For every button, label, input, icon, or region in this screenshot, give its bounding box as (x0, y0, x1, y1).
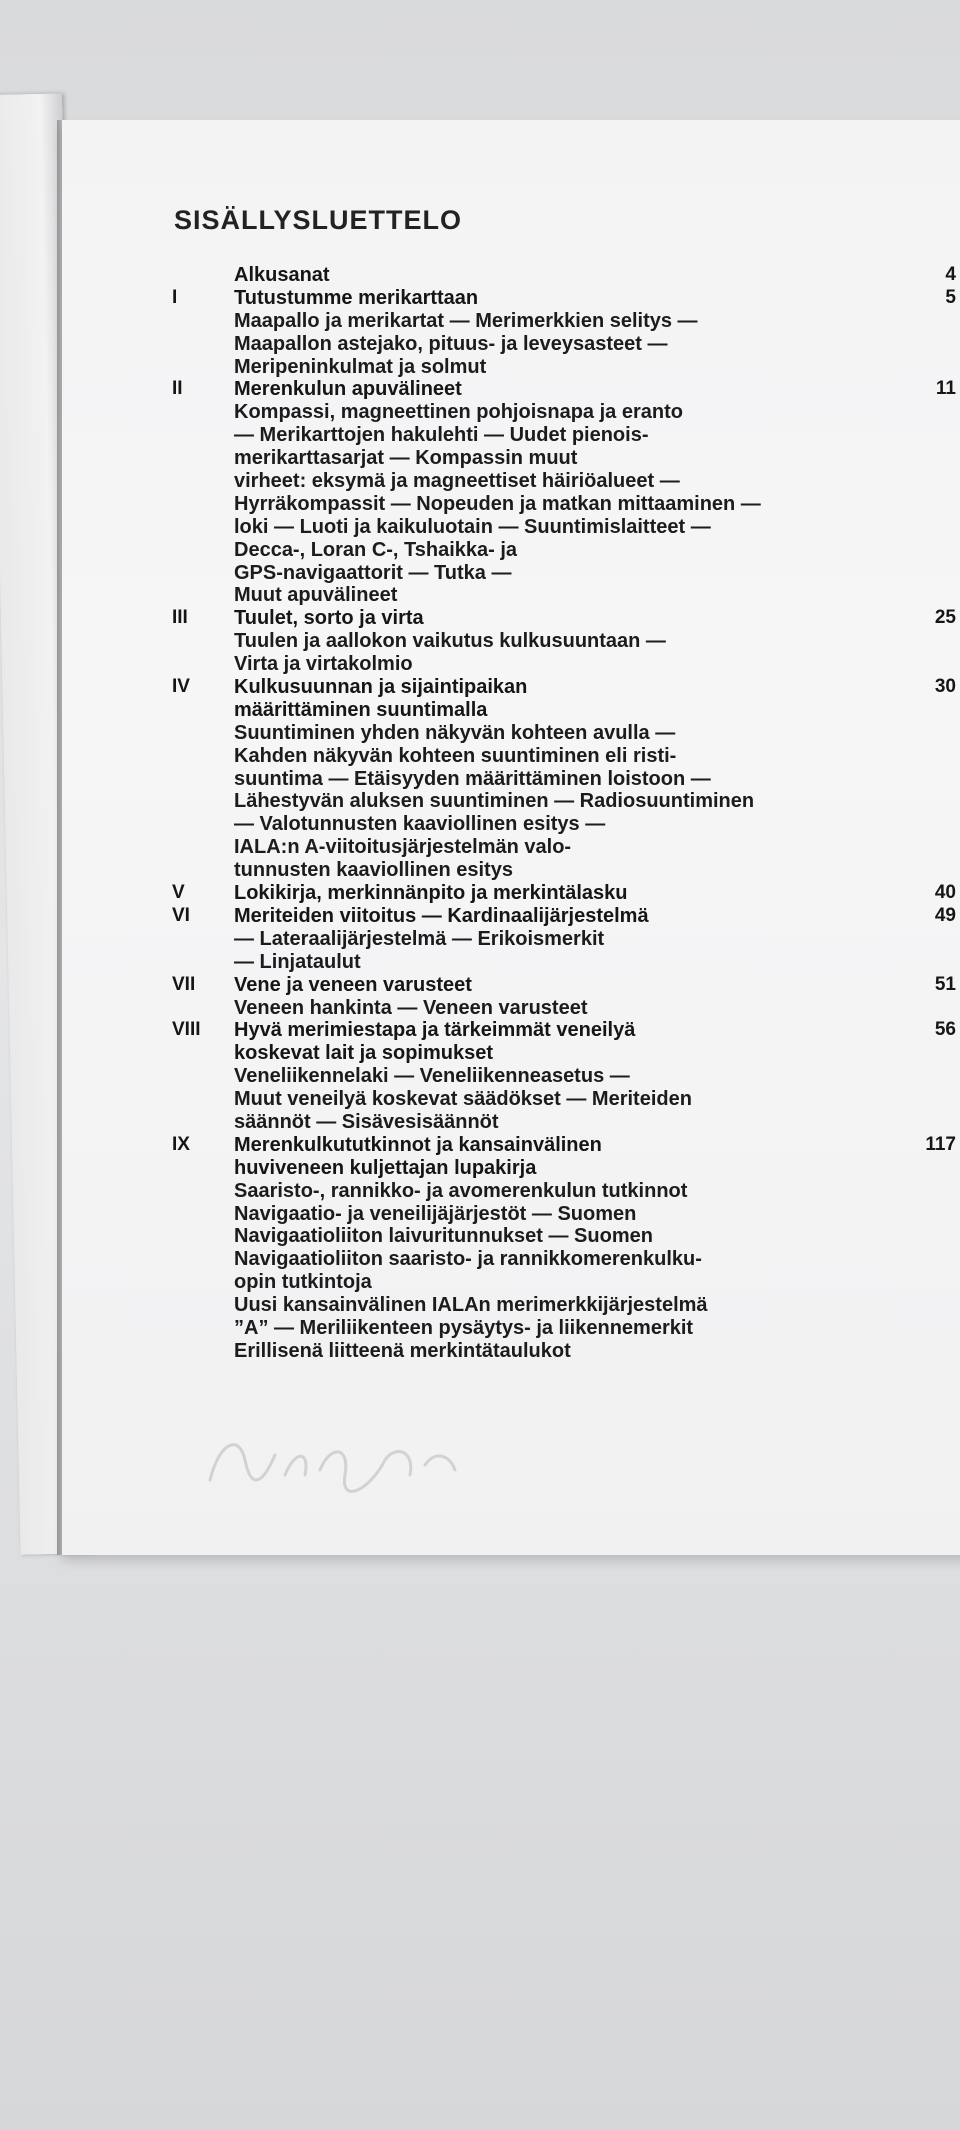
chapter-subtopics: Maapallo ja merikartat — Merimerkkien selitys — (234, 309, 698, 332)
chapter-subtopics: Kahden näkyvän kohteen suuntiminen eli risti- (234, 744, 677, 767)
chapter-numeral: II (172, 378, 183, 400)
toc-line (0, 997, 960, 1020)
page-number: 5 (945, 286, 956, 308)
table-of-contents (0, 264, 960, 1363)
toc-line (0, 768, 960, 791)
toc-line (0, 378, 960, 401)
chapter-subtopics: Tuulen ja aallokon vaikutus kulkusuuntaan — (234, 630, 666, 653)
page-number: 11 (935, 378, 956, 400)
chapter-subtopics: suuntima — Etäisyyden määrittäminen loistoon — (234, 767, 711, 790)
toc-line (0, 584, 960, 607)
chapter-subtopics: Meripeninkulmat ja solmut (234, 355, 487, 378)
chapter-numeral: V (172, 882, 185, 904)
chapter-subtopics: Navigaatioliiton saaristo- ja rannikkomerenkulku- (234, 1248, 702, 1271)
toc-line (0, 882, 960, 905)
toc-line (0, 356, 960, 379)
toc-line (0, 1248, 960, 1271)
chapter-numeral: IV (172, 676, 190, 698)
toc-line (0, 1294, 960, 1317)
toc-line (0, 653, 960, 676)
toc-line (0, 1157, 960, 1180)
chapter-title: Tutustumme merikarttaan (234, 286, 479, 309)
toc-line (0, 447, 960, 470)
toc-line (0, 1203, 960, 1226)
toc-line (0, 836, 960, 859)
chapter-numeral: I (172, 286, 178, 308)
toc-line (0, 287, 960, 310)
chapter-title: Merenkulun apuvälineet (234, 378, 462, 401)
toc-line (0, 1180, 960, 1203)
toc-line (0, 1317, 960, 1340)
chapter-subtopics: GPS-navigaattorit — Tutka — (234, 561, 512, 584)
chapter-numeral: III (172, 607, 188, 629)
chapter-title: Vene ja veneen varusteet (234, 973, 472, 996)
chapter-numeral: VIII (172, 1019, 201, 1041)
toc-entry (0, 1134, 960, 1363)
toc-line (0, 676, 960, 699)
chapter-subtopics: ”A” — Meriliikenteen pysäytys- ja liikennemerkit (234, 1316, 694, 1339)
chapter-title: Hyvä merimiestapa ja tärkeimmät veneilyä (234, 1019, 636, 1042)
chapter-subtopics: Saaristo-, rannikko- ja avomerenkulun tutkinnot (234, 1179, 688, 1202)
toc-line (0, 974, 960, 997)
toc-line (0, 790, 960, 813)
toc-entry (0, 676, 960, 882)
toc-line (0, 607, 960, 630)
chapter-subtopics: Navigaatioliiton laivuritunnukset — Suomen (234, 1225, 653, 1248)
chapter-subtopics: virheet: eksymä ja magneettiset häiriöalueet — (234, 470, 680, 493)
toc-line (0, 333, 960, 356)
chapter-title: Alkusanat (234, 264, 330, 286)
toc-entry (0, 974, 960, 1020)
toc-line (0, 516, 960, 539)
chapter-title: Kulkusuunnan ja sijaintipaikan (234, 676, 528, 699)
chapter-title: määrittäminen suuntimalla (234, 698, 488, 721)
chapter-numeral: VI (172, 904, 190, 926)
chapter-subtopics: Lähestyvän aluksen suuntiminen — Radiosuuntiminen (234, 790, 755, 813)
toc-line (0, 1019, 960, 1042)
chapter-numeral: IX (172, 1133, 190, 1155)
toc-entry (0, 607, 960, 676)
toc-line (0, 1111, 960, 1134)
toc-line (0, 630, 960, 653)
chapter-subtopics: — Lateraalijärjestelmä — Erikoismerkit (234, 927, 605, 950)
toc-entry (0, 905, 960, 974)
page-number: 117 (925, 1133, 956, 1155)
toc-line (0, 905, 960, 928)
toc-line (0, 1340, 960, 1363)
page-number: 49 (934, 904, 956, 926)
toc-line (0, 699, 960, 722)
chapter-title: huviveneen kuljettajan lupakirja (234, 1156, 537, 1179)
chapter-title: Tuulet, sorto ja virta (234, 607, 424, 630)
chapter-subtopics: Uusi kansainvälinen IALAn merimerkkijärjestelmä (234, 1294, 708, 1317)
chapter-subtopics: opin tutkintoja (234, 1271, 372, 1294)
toc-line (0, 1225, 960, 1248)
chapter-subtopics: — Linjataulut (234, 950, 361, 973)
chapter-subtopics: merikarttasarjat — Kompassin muut (234, 447, 578, 470)
page-number: 56 (934, 1019, 956, 1041)
chapter-title: Meriteiden viitoitus — Kardinaalijärjestelmä (234, 904, 649, 927)
page-number: 25 (934, 607, 956, 629)
chapter-subtopics: Virta ja virtakolmio (234, 653, 413, 676)
toc-line (0, 401, 960, 424)
toc-line (0, 424, 960, 447)
toc-line (0, 493, 960, 516)
toc-line (0, 310, 960, 333)
chapter-subtopics: Decca-, Loran C-, Tshaikka- ja (234, 538, 518, 561)
toc-line (0, 562, 960, 585)
chapter-subtopics: säännöt — Sisävesisäännöt (234, 1110, 499, 1133)
toc-line (0, 1134, 960, 1157)
chapter-subtopics: Veneliikennelaki — Veneliikenneasetus — (234, 1065, 630, 1088)
toc-line (0, 470, 960, 493)
toc-line (0, 539, 960, 562)
chapter-subtopics: Kompassi, magneettinen pohjoisnapa ja eranto (234, 401, 683, 424)
toc-line (0, 951, 960, 974)
chapter-title: koskevat lait ja sopimukset (234, 1042, 494, 1065)
toc-line (0, 1065, 960, 1088)
toc-line (0, 1271, 960, 1294)
toc-line (0, 722, 960, 745)
page-title: SISÄLLYSLUETTELO (174, 205, 463, 235)
chapter-subtopics: Maapallon astejako, pituus- ja leveysasteet — (234, 332, 668, 355)
toc-entry (0, 1019, 960, 1133)
page-number: 30 (934, 676, 956, 698)
chapter-subtopics: — Merikarttojen hakulehti — Uudet pienois- (234, 424, 649, 447)
toc-line (0, 1042, 960, 1065)
page-number: 51 (934, 973, 956, 995)
toc-entry (0, 287, 960, 379)
toc-line (0, 928, 960, 951)
toc-line (0, 813, 960, 836)
chapter-subtopics: Veneen hankinta — Veneen varusteet (234, 996, 588, 1019)
chapter-numeral: VII (172, 973, 196, 995)
chapter-subtopics: Erillisenä liitteenä merkintätaulukot (234, 1339, 571, 1362)
page-number: 4 (945, 264, 956, 285)
chapter-subtopics: Muut apuvälineet (234, 584, 398, 607)
chapter-subtopics: loki — Luoti ja kaikuluotain — Suuntimislaitteet — (234, 515, 711, 538)
chapter-subtopics: IALA:n A-viitoitusjärjestelmän valo- (234, 836, 572, 859)
faint-signature-mark (200, 1420, 470, 1500)
chapter-subtopics: Muut veneilyä koskevat säädökset — Meriteiden (234, 1088, 692, 1111)
chapter-subtopics: Hyrräkompassit — Nopeuden ja matkan mittaaminen — (234, 492, 761, 515)
chapter-subtopics: Suuntiminen yhden näkyvän kohteen avulla — (234, 721, 676, 744)
toc-line (0, 745, 960, 768)
chapter-title: Lokikirja, merkinnänpito ja merkintälasku (234, 882, 628, 905)
page-number: 40 (934, 882, 956, 904)
toc-line (0, 264, 960, 287)
chapter-subtopics: — Valotunnusten kaaviollinen esitys — (234, 813, 606, 836)
toc-entry (0, 264, 960, 287)
toc-line (0, 1088, 960, 1111)
chapter-subtopics: Navigaatio- ja veneilijäjärjestöt — Suomen (234, 1202, 637, 1225)
chapter-subtopics: tunnusten kaaviollinen esitys (234, 859, 513, 882)
chapter-title: Merenkulkututkinnot ja kansainvälinen (234, 1133, 602, 1156)
toc-line (0, 859, 960, 882)
toc-entry (0, 378, 960, 607)
toc-entry (0, 882, 960, 905)
